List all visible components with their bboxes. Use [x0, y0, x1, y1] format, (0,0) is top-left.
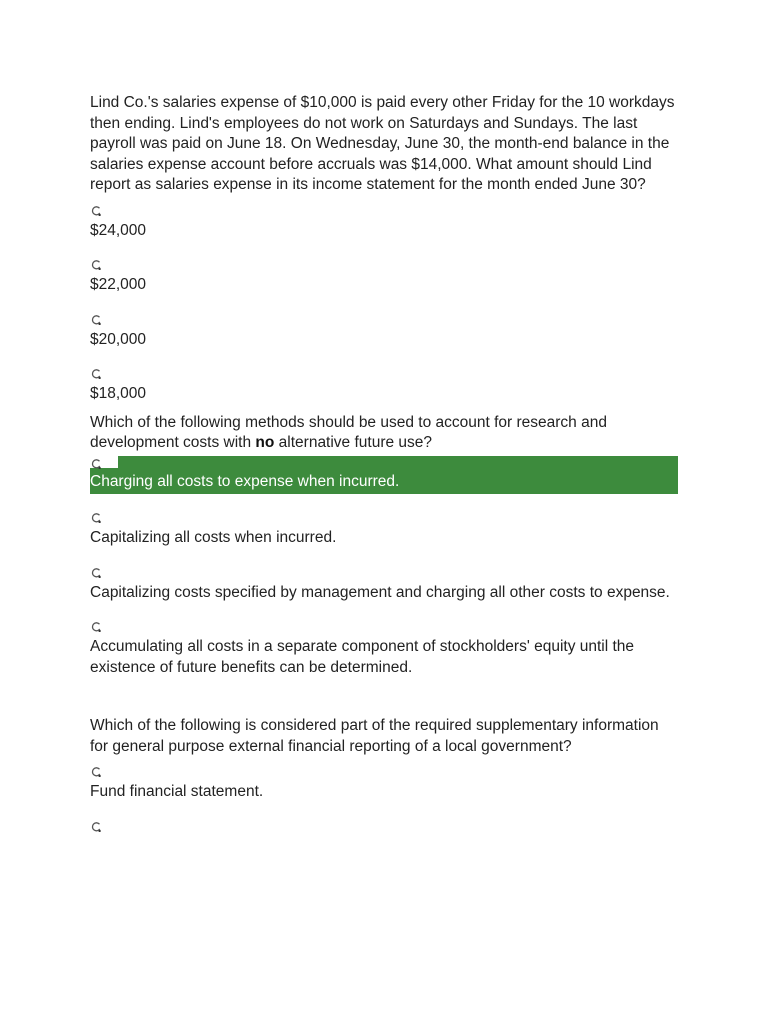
question-3-option-1[interactable] — [90, 764, 680, 803]
option-label: $22,000 — [90, 276, 147, 293]
loading-radio-icon[interactable] — [91, 510, 102, 522]
question-3 — [90, 716, 680, 831]
spacer — [90, 678, 680, 716]
option-label: $18,000 — [90, 385, 147, 402]
question-2 — [90, 413, 680, 679]
question-3-text: Which of the following is considered part of the required supplementary information for general purpose external financial reporting of a local government? — [90, 717, 659, 755]
option-label: Charging all costs to expense when incurred. — [90, 472, 400, 490]
question-1-option-1[interactable] — [90, 203, 680, 242]
loading-radio-icon[interactable] — [91, 203, 102, 215]
question-2-option-4[interactable] — [90, 619, 680, 678]
loading-radio-icon[interactable] — [91, 619, 102, 631]
option-label: Capitalizing all costs when incurred. — [90, 529, 337, 546]
question-2-text — [90, 413, 680, 454]
question-2-text-part: Which of the following methods should be used to account for research and development costs with — [90, 413, 607, 451]
question-2-text-part: alternative future use? — [274, 434, 433, 451]
question-3-option-2[interactable] — [90, 819, 680, 831]
loading-radio-icon[interactable] — [91, 366, 102, 378]
loading-radio-icon[interactable] — [90, 456, 118, 468]
question-2-option-3[interactable] — [90, 565, 680, 604]
question-1-option-3[interactable] — [90, 312, 680, 351]
loading-radio-icon[interactable] — [91, 819, 102, 831]
loading-radio-icon[interactable] — [91, 764, 102, 776]
question-1-option-4[interactable] — [90, 366, 680, 405]
question-1-option-2[interactable] — [90, 257, 680, 296]
question-2-option-1-selected[interactable] — [90, 456, 678, 495]
question-1 — [90, 93, 680, 405]
spacer — [90, 405, 680, 413]
loading-radio-icon[interactable] — [91, 257, 102, 269]
option-label: Capitalizing costs specified by management and charging all other costs to expense. — [90, 583, 670, 601]
option-label: Fund financial statement. — [90, 783, 264, 800]
option-label: Accumulating all costs in a separate component of stockholders' equity until the existence of future benefits can be determined. — [90, 638, 635, 676]
option-label: $24,000 — [90, 221, 147, 239]
question-2-option-2[interactable] — [90, 510, 680, 549]
question-2-emphasis: no — [255, 434, 275, 451]
loading-radio-icon[interactable] — [91, 565, 102, 577]
quiz-content — [90, 93, 680, 831]
option-label: $20,000 — [90, 330, 147, 348]
loading-radio-icon[interactable] — [91, 312, 102, 324]
question-1-text: Lind Co.'s salaries expense of $10,000 is paid every other Friday for the 10 workdays then ending. Lind's employees do not work on Saturdays and Sundays. The last payroll was paid on June 18. On Wednesday, June 30, the month-end balance in the salaries expense account before accruals was $14,000. What amount should Lind report as salaries expense in its income statement for the month ended June 30? — [90, 94, 675, 193]
